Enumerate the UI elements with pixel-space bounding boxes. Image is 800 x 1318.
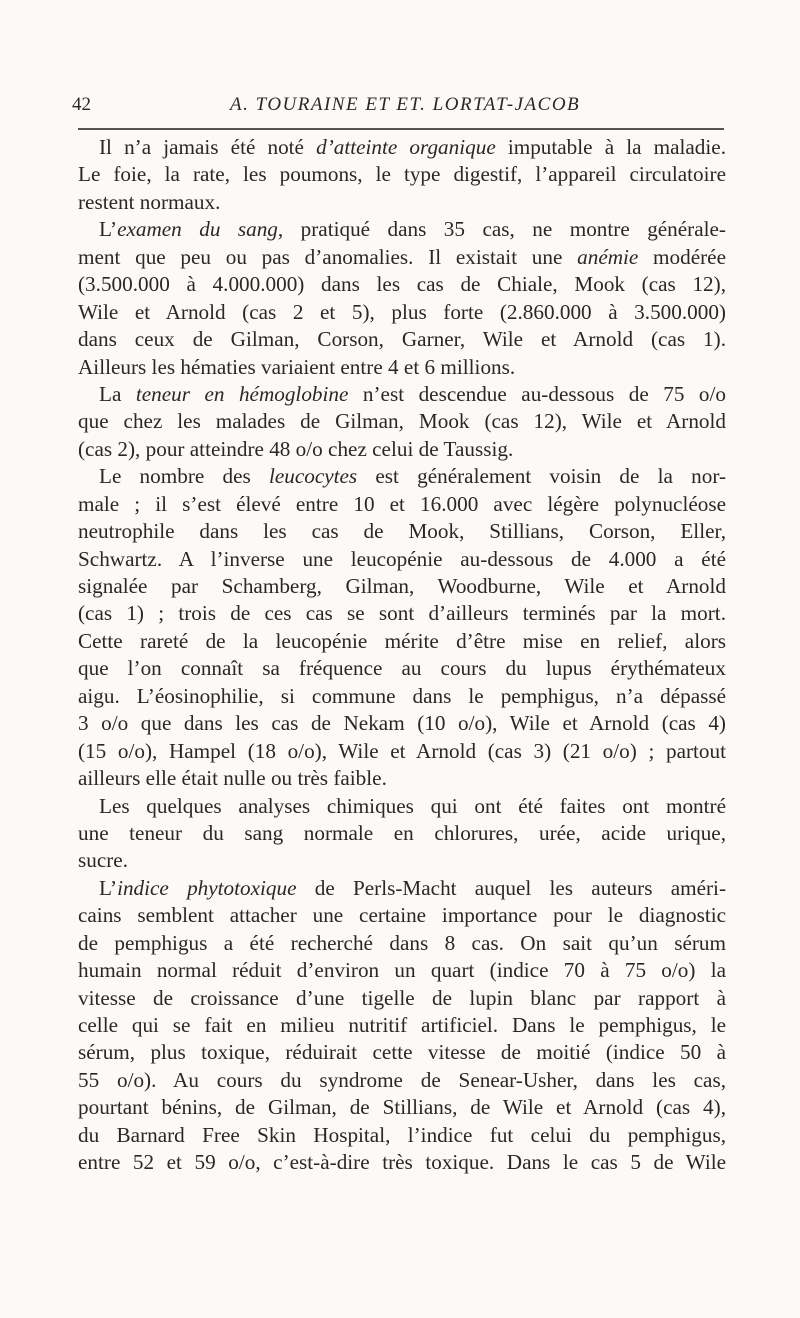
text-run: aigu. L’éosinophilie, si commune dans le pemphigus, n’a dépassé (78, 683, 726, 708)
text-run: restent normaux. (78, 189, 221, 214)
text-line (78, 573, 726, 600)
italic-term: examen du sang (117, 217, 278, 242)
text-line (78, 518, 726, 545)
text-run: une teneur du sang normale en chlorures, urée, acide urique, (78, 820, 726, 845)
text-run: modérée (638, 244, 726, 269)
text-line (78, 299, 726, 326)
text-run: que chez les malades de Gilman, Mook (cas 12), Wile et Arnold (78, 409, 726, 434)
text-run: Le nombre des (99, 464, 269, 489)
italic-term: teneur en hémoglobine (135, 381, 349, 406)
text-line (78, 134, 726, 161)
text-run: La (99, 381, 136, 406)
text-line (78, 271, 726, 298)
text-run: pourtant bénins, de Gilman, de Stillians, de Wile et Arnold (cas 4), (78, 1095, 726, 1120)
text-run: Cette rareté de la leucopénie mérite d’être mise en relief, alors (78, 628, 726, 653)
page-header (72, 90, 726, 120)
text-line (78, 957, 726, 984)
text-run: de Perls-Macht auquel les auteurs améri- (296, 875, 726, 900)
text-line (78, 655, 726, 682)
text-line (78, 985, 726, 1012)
text-line (78, 1067, 726, 1094)
text-line (78, 161, 726, 188)
text-line (78, 600, 726, 627)
italic-term: leucocytes (268, 464, 358, 489)
text-line (78, 902, 726, 929)
text-run: que l’on connaît sa fréquence au cours du lupus érythémateux (78, 656, 726, 681)
text-line (78, 930, 726, 957)
text-line (78, 710, 726, 737)
text-line (78, 463, 726, 490)
text-run: L’ (99, 875, 118, 900)
running-head: A. TOURAINE ET ET. LORTAT-JACOB (230, 94, 581, 115)
text-line (78, 189, 726, 216)
text-run: sucre. (78, 848, 128, 873)
text-run: vitesse de croissance d’une tigelle de lupin blanc par rapport à (78, 985, 726, 1010)
text-run: ailleurs elle était nulle ou très faible. (78, 766, 387, 791)
text-line (78, 1012, 726, 1039)
text-run: entre 52 et 59 o/o, c’est-à-dire très toxique. Dans le cas 5 de Wile (78, 1150, 726, 1175)
text-line (78, 326, 726, 353)
text-run: (15 o/o), Hampel (18 o/o), Wile et Arnold (cas 3) (21 o/o) ; partout (78, 738, 726, 763)
text-run: signalée par Schamberg, Gilman, Woodburne, Wile et Arnold (78, 574, 726, 598)
text-run: ment que peu ou pas d’anomalies. Il existait une (78, 244, 563, 269)
italic-term: d’atteinte organique (316, 135, 496, 159)
text-run: 55 o/o). Au cours du syndrome de Senear-Usher, dans les cas, (78, 1067, 726, 1092)
text-run: celle qui se fait en milieu nutritif artificiel. Dans le pemphigus, le (78, 1013, 726, 1037)
body-text (78, 134, 726, 1177)
text-line (78, 765, 726, 792)
text-run: male ; il s’est élevé entre 10 et 16.000 avec légère polynucléose (78, 491, 726, 516)
text-line (78, 683, 726, 710)
text-line (78, 436, 726, 463)
text-run: Ailleurs les hématies variaient entre 4 et 6 millions. (78, 354, 516, 379)
text-line (78, 216, 726, 243)
italic-term: indice phytotoxique (117, 875, 297, 900)
text-run: imputable à la maladie. (495, 135, 726, 159)
text-line (78, 491, 726, 518)
text-line (78, 1122, 726, 1149)
text-line (78, 408, 726, 435)
text-run: est généralement voisin de la nor- (357, 464, 727, 489)
text-run: Le foie, la rate, les poumons, le type digestif, l’appareil circulatoire (78, 162, 726, 187)
text-line (78, 738, 726, 765)
text-run: humain normal réduit d’environ un quart (indice 70 à 75 o/o) la (78, 958, 726, 983)
text-run: Il n’a jamais été noté (99, 135, 304, 159)
text-run: , pratiqué dans 35 cas, ne montre générale- (277, 217, 726, 242)
text-run: de pemphigus a été recherché dans 8 cas. On sait qu’un sérum (78, 930, 726, 955)
text-line (78, 628, 726, 655)
text-line (78, 1094, 726, 1121)
text-line (78, 546, 726, 573)
text-line (78, 354, 726, 381)
text-line (78, 381, 726, 408)
text-line (78, 244, 726, 271)
text-run: dans ceux de Gilman, Corson, Garner, Wile et Arnold (cas 1). (78, 327, 726, 352)
text-line (78, 1149, 726, 1176)
text-run: neutrophile dans les cas de Mook, Stillians, Corson, Eller, (78, 519, 726, 544)
text-line (78, 1039, 726, 1066)
text-run: (cas 1) ; trois de ces cas se sont d’ailleurs terminés par la mort. (78, 601, 726, 626)
text-run: (cas 2), pour atteindre 48 o/o chez celui de Taussig. (78, 436, 514, 461)
text-line (78, 875, 726, 902)
text-run: Les quelques analyses chimiques qui ont été faites ont montré (99, 793, 726, 818)
text-run: sérum, plus toxique, réduirait cette vitesse de moitié (indice 50 à (78, 1040, 726, 1065)
text-run: Schwartz. A l’inverse une leucopénie au-dessous de 4.000 a été (78, 546, 726, 571)
text-line (78, 847, 726, 874)
italic-term: anémie (577, 244, 639, 269)
text-line (78, 793, 726, 820)
text-run: 3 o/o que dans les cas de Nekam (10 o/o), Wile et Arnold (cas 4) (78, 711, 726, 736)
text-run: cains semblent attacher une certaine importance pour le diagnostic (78, 903, 726, 928)
text-run: du Barnard Free Skin Hospital, l’indice fut celui du pemphigus, (78, 1122, 726, 1147)
text-run: L’ (99, 217, 118, 242)
text-run: Wile et Arnold (cas 2 et 5), plus forte (2.860.000 à 3.500.000) (78, 299, 726, 324)
text-run: n’est descendue au-dessous de 75 o/o (348, 381, 726, 406)
header-rule (78, 128, 724, 130)
text-line (78, 820, 726, 847)
page-number: 42 (72, 94, 91, 115)
text-run: (3.500.000 à 4.000.000) dans les cas de Chiale, Mook (cas 12), (78, 272, 726, 297)
